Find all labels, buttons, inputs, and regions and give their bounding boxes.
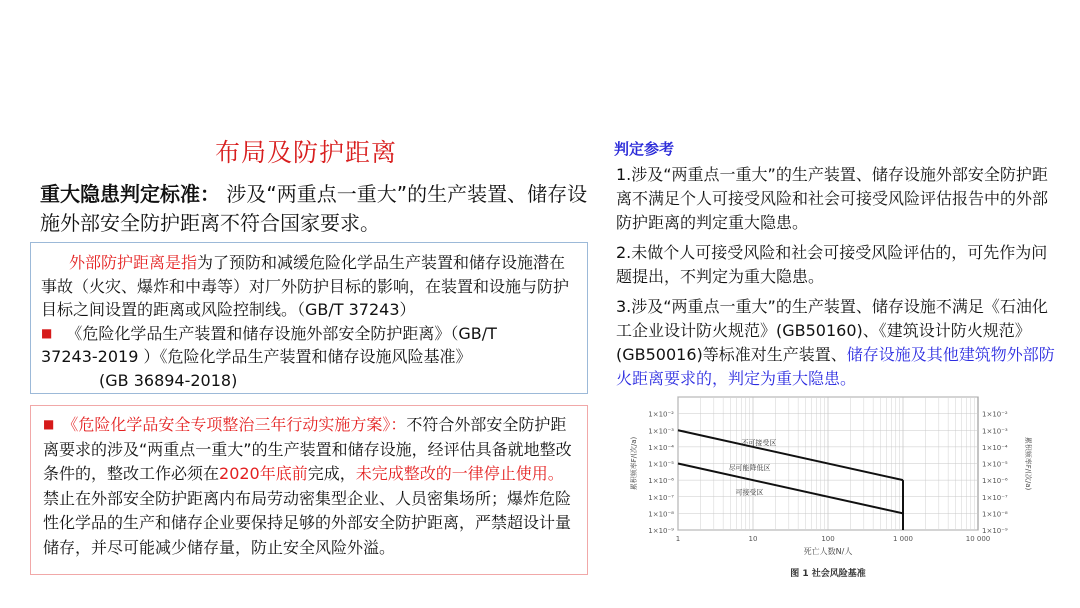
y-tick-label-right: 1×10⁻² <box>982 410 1008 419</box>
definition-box <box>30 242 588 394</box>
y-tick-label-left: 1×10⁻² <box>648 410 674 419</box>
y-axis-label-right: 累积频率F/(次/a) <box>1024 436 1032 491</box>
x-tick-label: 1 000 <box>892 535 914 543</box>
y-tick-label-left: 1×10⁻⁹ <box>648 527 674 535</box>
risk-line-1 <box>678 430 903 480</box>
societal-risk-chart <box>610 385 1050 585</box>
x-tick-label: 10 000 <box>965 535 991 543</box>
plan-text-b: 完成， <box>307 464 356 483</box>
y-tick-label-left: 1×10⁻³ <box>648 427 674 436</box>
plan-name: 《危险化学品安全专项整治三年行动实施方案》： <box>62 415 407 434</box>
plan-text-a: 不符合外部安全防护距离要求的涉及“两重点一重大”的生产装置和储存设施，经评估具备就地整改条件的，整改工作必须在 <box>43 415 572 483</box>
reference-item-2: 2.未做个人可接受风险和社会可接受风险评估的，可先作为问题提出，不判定为重大隐患。 <box>616 243 1048 286</box>
action-plan-box <box>30 405 588 575</box>
y-tick-label-right: 1×10⁻⁶ <box>982 477 1008 486</box>
region-label: 可接受区 <box>735 488 764 497</box>
y-tick-label-right: 1×10⁻⁴ <box>982 443 1008 452</box>
reference-item-3-verdict: 判定为重大隐患。 <box>728 369 857 388</box>
criteria-head: 重大隐患判定标准： <box>40 182 220 206</box>
region-label: 尽可能降低区 <box>728 464 771 473</box>
standard-line-3: (GB 36894-2018) <box>99 370 238 390</box>
standard-reference <box>41 322 577 393</box>
x-tick-label: 10 <box>748 535 758 543</box>
y-tick-label-left: 1×10⁻⁸ <box>648 510 674 519</box>
y-tick-label-right: 1×10⁻⁵ <box>982 460 1008 469</box>
plan-deadline: 2020年底前 <box>219 464 308 483</box>
y-axis-label-left: 累积频率F/(次/a) <box>630 436 638 491</box>
y-tick-label-left: 1×10⁻⁵ <box>648 460 674 469</box>
x-tick-label: 100 <box>821 535 835 543</box>
criteria-body: 涉及“两重点一重大”的生产装置、储存设施外部安全防护距离不符合国家要求。 <box>40 182 588 235</box>
x-tick-label: 1 <box>675 535 681 543</box>
slide-title: 布局及防护距离 <box>215 138 398 167</box>
societal-risk-chart-svg <box>610 385 1050 585</box>
risk-line-2 <box>678 464 903 514</box>
region-label: 不可接受区 <box>741 438 777 447</box>
y-tick-label-left: 1×10⁻⁶ <box>648 477 674 486</box>
reference-title: 判定参考 <box>614 140 675 158</box>
y-tick-label-left: 1×10⁻⁷ <box>648 493 674 502</box>
chart-caption: 图 1 社会风险基准 <box>790 569 866 579</box>
y-tick-label-right: 1×10⁻⁹ <box>982 527 1008 535</box>
reference-section <box>614 137 1062 397</box>
standard-line-2: 37243-2019 ）《危险化学品生产装置和储存设施风险基准》 <box>41 347 472 366</box>
reference-item-3 <box>616 295 1062 391</box>
y-tick-label-right: 1×10⁻⁷ <box>982 493 1008 502</box>
definition-paragraph <box>41 251 577 322</box>
reference-item-1: 1.涉及“两重点一重大”的生产装置、储存设施外部安全防护距离不满足个人可接受风险和社会可接受风险评估报告中的外部防护距离的判定重大隐患。 <box>616 165 1049 232</box>
x-axis-label: 死亡人数N/人 <box>803 547 853 556</box>
y-tick-label-right: 1×10⁻⁸ <box>982 510 1008 519</box>
standard-line-1: 《危险化学品生产装置和储存设施外部安全防护距离》（GB/T <box>66 323 497 343</box>
definition-term: 外部防护距离是指 <box>69 253 198 272</box>
square-bullet-icon: ■ <box>43 417 55 431</box>
reference-item-3-text: 3.涉及“两重点一重大”的生产装置、储存设施不满足《石油化工企业设计防火规范》(GB50160)、《建筑设计防火规范》(GB50016)等标准对生产装置、 <box>616 297 1048 364</box>
plan-halt: 未完成整改的一律停止使用。 <box>355 464 564 483</box>
y-tick-label-left: 1×10⁻⁴ <box>648 443 674 452</box>
reference-item-3-highlight: 储存设施及其他建筑物外部防火距离要求的， <box>616 345 1055 388</box>
criteria-statement <box>40 180 588 238</box>
plan-text-c: 禁止在外部安全防护距离内布局劳动密集型企业、人员密集场所；爆炸危险性化学品的生产和储存企业要保持足够的外部安全防护距离，严禁超设计量储存，并尽可能减少储存量，防止安全风险外溢。 <box>43 488 572 557</box>
y-tick-label-right: 1×10⁻³ <box>982 427 1008 436</box>
square-bullet-icon: ■ <box>41 325 53 340</box>
definition-text: 为了预防和减缓危险化学品生产装置和储存设施潜在事故（火灾、爆炸和中毒等）对厂外防护目标的影响，在装置和设施与防护目标之间设置的距离或风险控制线。（GB/T 37243） <box>41 253 570 319</box>
